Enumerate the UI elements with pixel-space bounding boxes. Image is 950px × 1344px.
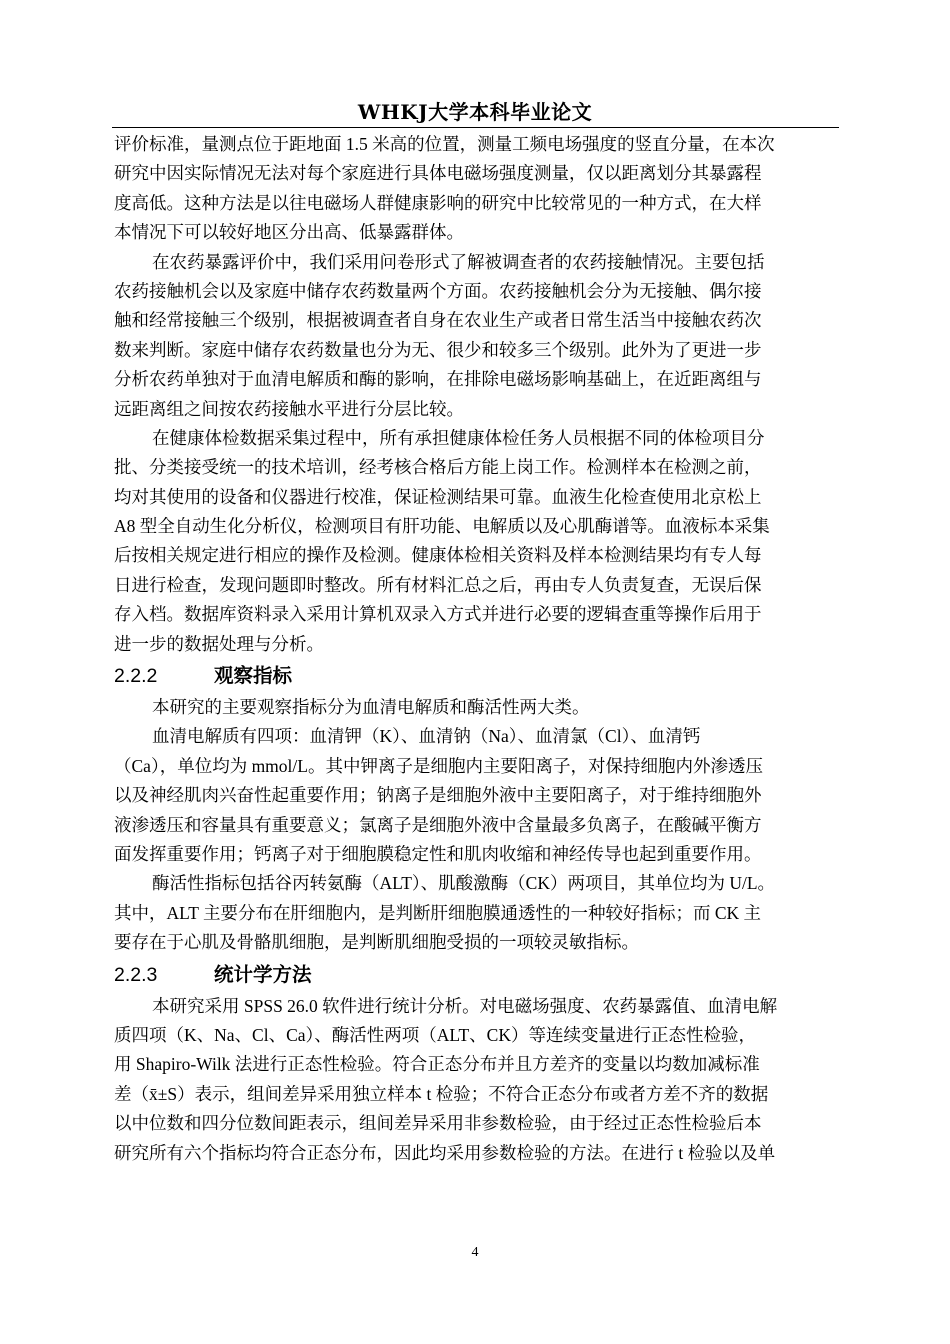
section-number: 2.2.2 bbox=[114, 665, 158, 688]
text-line: 评价标准，量测点位于距地面 1.5 米高的位置，测量工频电场强度的竖直分量，在本次 bbox=[114, 134, 775, 154]
text-line: 质四项（K、Na、Cl、Ca）、酶活性两项（ALT、CK）等连续变量进行正态性检验， bbox=[114, 1024, 756, 1045]
paragraph bbox=[114, 869, 838, 898]
section-title: 统计学方法 bbox=[214, 963, 312, 986]
paragraph bbox=[114, 693, 838, 722]
text-line: 批、分类接受统一的技术培训，经考核合格后方能上岗工作。检测样本在检测之前， bbox=[114, 457, 762, 478]
header-rule bbox=[112, 127, 839, 128]
text-line: 度高低。这种方法是以往电磁场人群健康影响的研究中比较常见的一种方式，在大样 bbox=[114, 192, 762, 213]
paragraph bbox=[114, 424, 838, 659]
text-line: （Ca），单位均为 mmol/L。其中钾离子是细胞内主要阳离子，对保持细胞内外渗透压 bbox=[114, 755, 763, 776]
text-line: 后按相关规定进行相应的操作及检测。健康体检相关资料及样本检测结果均有专人每 bbox=[114, 545, 762, 566]
paragraph bbox=[114, 899, 838, 958]
text-line: 用 Shapiro-Wilk 法进行正态性检验。符合正态分布并且方差齐的变量以均数加减标准 bbox=[114, 1054, 760, 1075]
text-line: 研究所有六个指标均符合正态分布，因此均采用参数检验的方法。在进行 t 检验以及单 bbox=[114, 1142, 776, 1163]
text-line: 血清电解质有四项：血清钾（K）、血清钠（Na）、血清氯（Cl）、血清钙 bbox=[152, 726, 701, 747]
section-number: 2.2.3 bbox=[114, 963, 158, 986]
text-line: 面发挥重要作用；钙离子对于细胞膜稳定性和肌肉收缩和神经传导也起到重要作用。 bbox=[114, 843, 762, 864]
text-line: 本研究采用 SPSS 26.0 软件进行统计分析。对电磁场强度、农药暴露值、血清电解 bbox=[152, 995, 778, 1016]
paragraph bbox=[114, 752, 838, 870]
section-heading bbox=[114, 958, 838, 992]
paragraph bbox=[114, 1021, 838, 1168]
text-line: 存入档。数据库资料录入采用计算机双录入方式并进行必要的逻辑查重等操作后用于 bbox=[114, 604, 762, 625]
page-number: 4 bbox=[471, 1245, 479, 1260]
text-line: 差（x̄±S）表示，组间差异采用独立样本 t 检验；不符合正态分布或者方差不齐的数据 bbox=[114, 1083, 769, 1104]
text-line: 农药接触机会以及家庭中储存农药数量两个方面。农药接触机会分为无接触、偶尔接 bbox=[114, 280, 762, 301]
paragraph bbox=[114, 248, 838, 424]
text-line: 以及神经肌肉兴奋性起重要作用；钠离子是细胞外液中主要阳离子，对于维持细胞外 bbox=[114, 785, 762, 806]
text-line: 在健康体检数据采集过程中，所有承担健康体检任务人员根据不同的体检项目分 bbox=[152, 427, 765, 448]
text-line: A8 型全自动生化分析仪，检测项目有肝功能、电解质以及心肌酶谱等。血液标本采集 bbox=[114, 516, 770, 537]
text-line: 液渗透压和容量具有重要意义；氯离子是细胞外液中含量最多负离子，在酸碱平衡方 bbox=[114, 814, 762, 835]
text-line: 以中位数和四分位数间距表示，组间差异采用非参数检验，由于经过正态性检验后本 bbox=[114, 1113, 762, 1134]
text-line: 进一步的数据处理与分析。 bbox=[114, 633, 324, 654]
text-line: 在农药暴露评价中，我们采用问卷形式了解被调查者的农药接触情况。主要包括 bbox=[152, 251, 765, 272]
paragraph bbox=[114, 992, 838, 1021]
section-heading bbox=[114, 659, 838, 693]
text-line: 日进行检查，发现问题即时整改。所有材料汇总之后，再由专人负责复查，无误后保 bbox=[114, 574, 762, 595]
text-line: 本情况下可以较好地区分出高、低暴露群体。 bbox=[114, 222, 464, 243]
text-line: 本研究的主要观察指标分为血清电解质和酶活性两大类。 bbox=[152, 697, 590, 718]
text-line: 分析农药单独对于血清电解质和酶的影响，在排除电磁场影响基础上，在近距离组与 bbox=[114, 369, 762, 390]
text-line: 均对其使用的设备和仪器进行校准，保证检测结果可靠。血液生化检查使用北京松上 bbox=[114, 486, 762, 507]
text-line: 要存在于心肌及骨骼肌细胞，是判断肌细胞受损的一项较灵敏指标。 bbox=[114, 932, 639, 953]
section-title: 观察指标 bbox=[214, 665, 293, 688]
document-body bbox=[114, 130, 838, 1168]
text-line: 酶活性指标包括谷丙转氨酶（ALT）、肌酸激酶（CK）两项目，其单位均为 U/L。 bbox=[152, 873, 776, 894]
text-line: 远距离组之间按农药接触水平进行分层比较。 bbox=[114, 398, 464, 419]
paragraph bbox=[114, 130, 838, 248]
text-line: 研究中因实际情况无法对每个家庭进行具体电磁场强度测量，仅以距离划分其暴露程 bbox=[114, 163, 762, 184]
text-line: 触和经常接触三个级别，根据被调查者自身在农业生产或者日常生活当中接触农药次 bbox=[114, 310, 762, 331]
text-line: 数来判断。家庭中储存农药数量也分为无、很少和较多三个级别。此外为了更进一步 bbox=[114, 339, 762, 360]
paragraph bbox=[114, 722, 838, 751]
text-line: 其中，ALT 主要分布在肝细胞内，是判断肝细胞膜通透性的一种较好指标；而 CK 主 bbox=[114, 902, 762, 923]
page-header-title: WHKJ大学本科毕业论文 bbox=[357, 100, 593, 124]
